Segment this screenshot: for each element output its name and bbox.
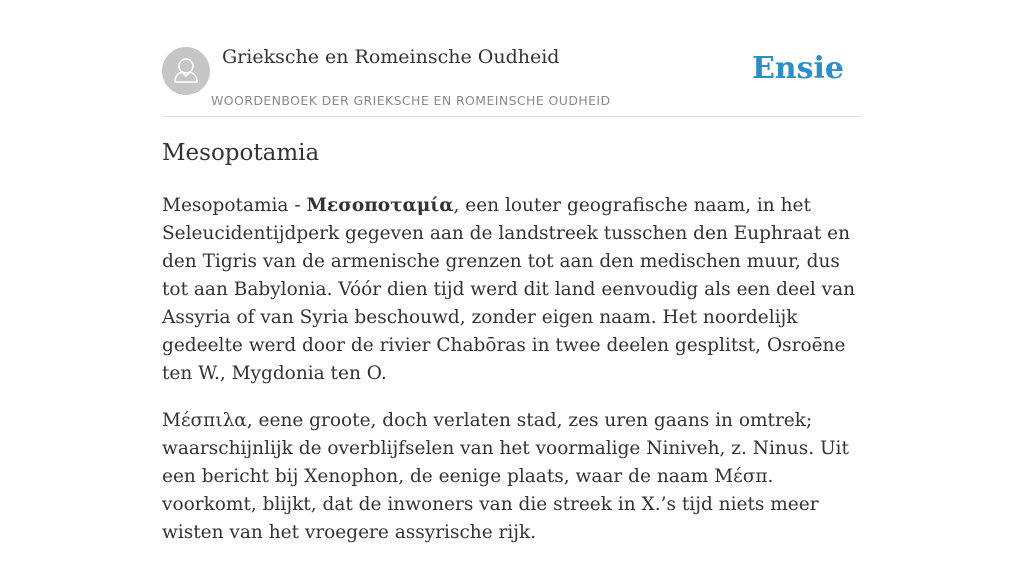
source-header bbox=[162, 46, 862, 117]
source-subtitle[interactable]: WOORDENBOEK DER GRIEKSCHE EN ROMEINSCHE OUDHEID bbox=[211, 93, 611, 108]
user-icon bbox=[162, 47, 210, 95]
paragraph-1-text: , een louter geografische naam, in het Seleucidentijdperk gegeven aan de landstreek tusschen den Euphraat en den Tigris van de armenische grenzen tot aan den medischen muur, dus tot aan Babylonia. Vóór dien tijd werd dit land eenvoudig als een deel van Assyria of van Syria beschouwd, zonder eigen naam. Het noordelijk gedeelte werd door de rivier Chabōras in twee deelen gesplitst, Osroēne ten W., Mygdonia ten O. bbox=[162, 195, 856, 384]
term-separator: - bbox=[288, 195, 307, 216]
paragraph-1 bbox=[162, 192, 864, 388]
term: Mesopotamia bbox=[162, 195, 289, 216]
brand-logo[interactable]: Ensie bbox=[751, 51, 844, 86]
article-body bbox=[162, 192, 864, 566]
paragraph-2: Μέσπιλα, eene groote, doch verlaten stad, zes uren gaans in omtrek; waarschijnlijk de overblijfselen van het voormalige Niniveh, z. Ninus. Uit een bericht bij Xenophon, de eenige plaats, waar de naam Μέσπ. voorkomt, blijkt, dat de inwoners van die streek in X.’s tijd niets meer wisten van het vroegere assyrische rijk. bbox=[162, 410, 849, 543]
page-title: Mesopotamia bbox=[162, 140, 320, 166]
greek-term: Μεσοποταμία bbox=[306, 195, 454, 216]
user-icon-graphic bbox=[162, 47, 210, 95]
source-title[interactable]: Grieksche en Romeinsche Oudheid bbox=[222, 46, 560, 68]
